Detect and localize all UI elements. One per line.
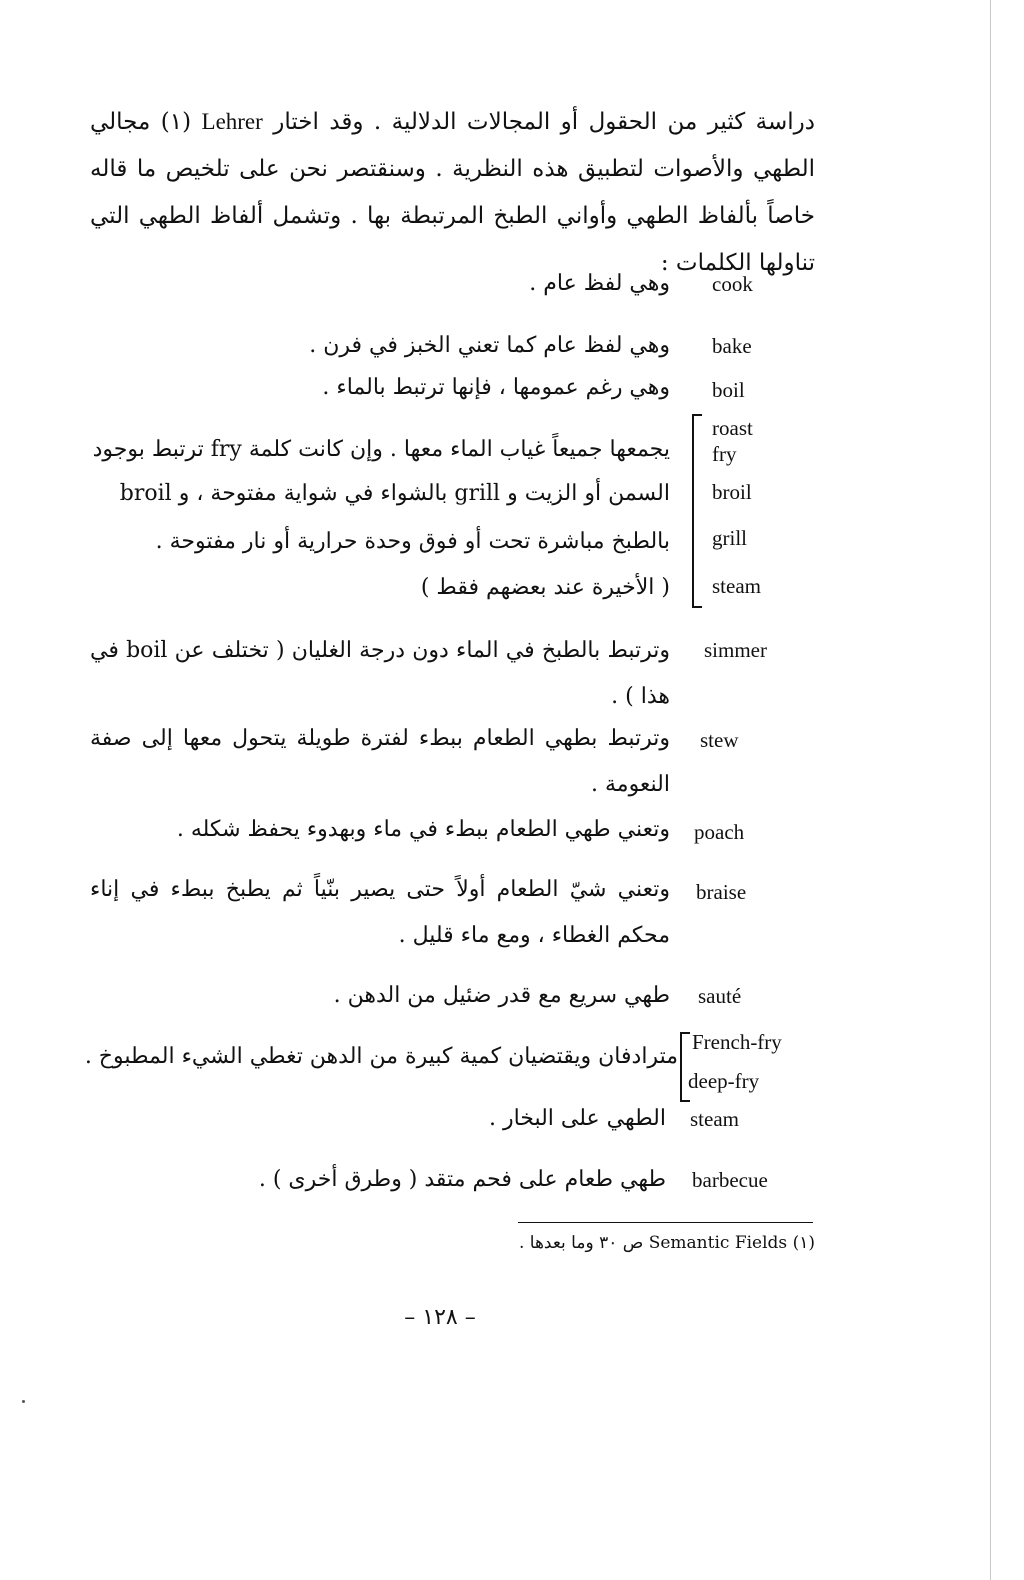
def-group-line-4: ( الأخيرة عند بعضهم فقط ): [420, 575, 670, 600]
scan-edge-line: [990, 0, 991, 1580]
term-poach: poach: [694, 820, 745, 844]
group-bracket-dry-heat: [692, 414, 702, 608]
intro-text-2: (١) مجالي الطهي والأصوات لتطبيق هذه النظرية . وسنقتصر نحن على تلخيص ما قاله خاصاً بألفاظ الطهي وأواني الطبخ المرتبطة بها . وتشمل ألفاظ الطهي التي تناولها الكلمات :: [90, 109, 815, 276]
term-cook: cook: [712, 272, 753, 296]
def-poach: وتعني طهي الطعام ببطء في ماء وبهدوء يحفظ شكله .: [176, 817, 670, 842]
def-braise: وتعني شيّ الطعام أولاً حتى يصير بنّياً ثم يطبخ ببطء في إناء محكم الغطاء ، ومع ماء قليل .: [90, 877, 670, 948]
def-saute: طهي سريع مع قدر ضئيل من الدهن .: [333, 983, 670, 1008]
def-cook: وهي لفظ عام .: [529, 271, 670, 296]
intro-paragraph: [90, 98, 815, 287]
intro-author-name: Lehrer: [201, 109, 263, 134]
def-simmer: وترتبط بالطبخ في الماء دون درجة الغليان ( تختلف عن boil في هذا ) .: [90, 638, 670, 709]
term-french-fry: French-fry: [692, 1030, 782, 1054]
term-steam-2: steam: [690, 1107, 739, 1131]
term-braise: braise: [696, 880, 747, 904]
scan-speck: [22, 1400, 25, 1403]
term-stew: stew: [700, 728, 739, 752]
footnote: (١) Semantic Fields ص ٣٠ وما بعدها .: [518, 1233, 815, 1253]
page-number: – ١٢٨ –: [404, 1305, 476, 1330]
term-bake: bake: [712, 334, 752, 358]
def-stew: وترتبط بطهي الطعام ببطء لفترة طويلة يتحول معها إلى صفة النعومة .: [90, 726, 670, 797]
footnote-rule: [518, 1222, 813, 1223]
def-boil: وهي رغم عمومها ، فإنها ترتبط بالماء .: [322, 375, 670, 400]
term-steam: steam: [712, 574, 761, 598]
term-grill: grill: [712, 526, 747, 550]
intro-text-1: دراسة كثير من الحقول أو المجالات الدلالية . وقد اختار: [273, 109, 816, 135]
term-saute: sauté: [698, 984, 742, 1008]
def-bake: وهي لفظ عام كما تعني الخبز في فرن .: [309, 333, 670, 358]
def-group-line-2: السمن أو الزيت و grill بالشواء في شواية مفتوحة ، و broil: [119, 481, 670, 506]
term-boil: boil: [712, 378, 745, 402]
term-simmer: simmer: [704, 638, 767, 662]
term-broil: broil: [712, 480, 752, 504]
def-steam-2: الطهي على البخار .: [488, 1106, 666, 1131]
term-roast: roast: [712, 416, 753, 440]
term-fry: fry: [712, 442, 737, 466]
def-group-line-1: يجمعها جميعاً غياب الماء معها . وإن كانت كلمة fry ترتبط بوجود: [92, 437, 670, 462]
def-barbecue: طهي طعام على فحم متقد ( وطرق أخرى ) .: [258, 1167, 666, 1192]
def-french-group: مترادفان ويقتضيان كمية كبيرة من الدهن تغطي الشيء المطبوخ .: [84, 1044, 678, 1069]
term-barbecue: barbecue: [692, 1168, 768, 1192]
def-group-line-3: بالطبخ مباشرة تحت أو فوق وحدة حرارية أو نار مفتوحة .: [155, 529, 670, 554]
term-deep-fry: deep-fry: [688, 1069, 760, 1093]
